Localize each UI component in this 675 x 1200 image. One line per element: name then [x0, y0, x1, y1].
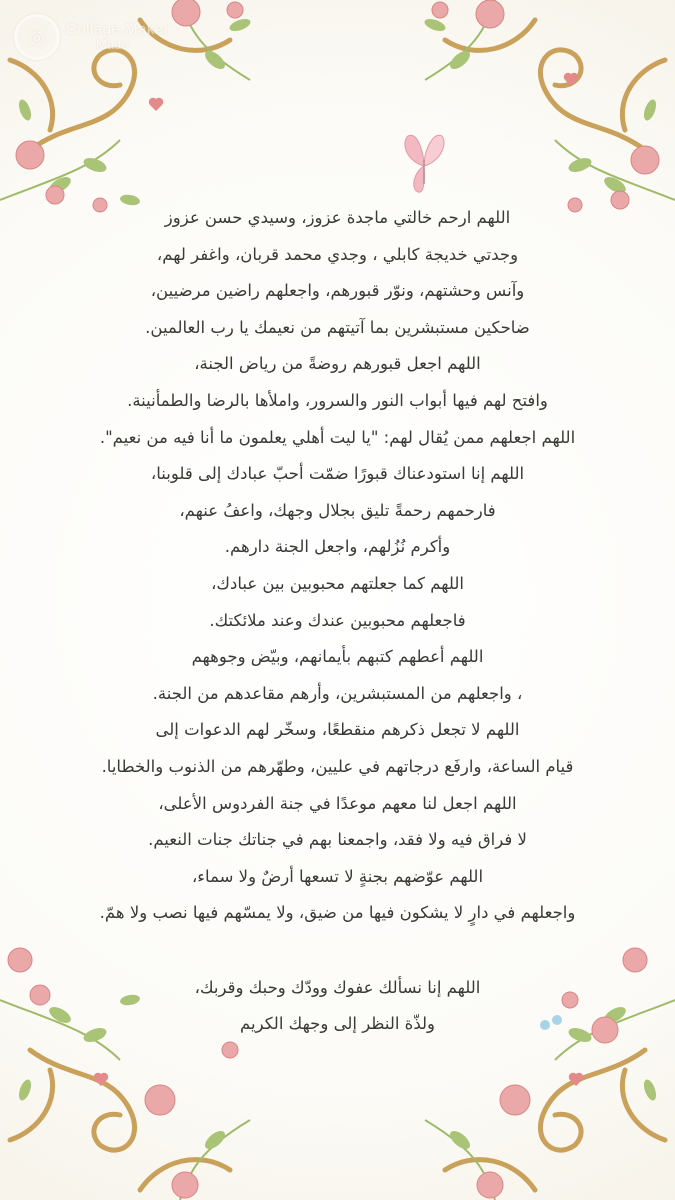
prayer-line: وأكرم نُزُلهم، واجعل الجنة دارهم.: [224, 537, 451, 557]
prayer-line: واجعلهم في دارٍ لا يشكون فيها من ضيق، ولا يمسّهم فيها نصب ولا همّ.: [99, 903, 576, 923]
prayer-line: ضاحكين مستبشرين بما آتيتهم من نعيمك يا رب العالمين.: [145, 317, 530, 337]
prayer-line: فاجعلهم محبوبين عندك وعند ملائكتك.: [209, 610, 466, 630]
prayer-line: لا فراق فيه ولا فقد، واجمعنا بهم في جناتك جنات النعيم.: [148, 830, 527, 850]
watermark-line2: Made: [96, 37, 129, 53]
prayer-line: اللهم اجعل لنا معهم موعدًا في جنة الفردوس الأعلى،: [158, 793, 517, 813]
closing-prayer: [20, 970, 655, 1042]
closing-line: اللهم إنا نسألك عفوك وودّك وحبك وقربك،: [194, 978, 481, 997]
prayer-line: اللهم اجعلهم ممن يُقال لهم: "يا ليت أهلي يعلمون ما أنا فيه من نعيم".: [99, 427, 576, 447]
prayer-line: اللهم اجعل قبورهم روضةً من رياض الجنة،: [194, 354, 481, 374]
prayer-line: اللهم أعطهم كتبهم بأيمانهم، وبيّض وجوههم: [191, 647, 484, 667]
watermark-line1: Collage.Maker: [66, 21, 170, 39]
prayer-text: [20, 200, 655, 932]
heart-icon: [149, 98, 163, 111]
collage-maker-watermark: [14, 14, 169, 60]
prayer-line: وجدتي خديجة كابلي ، وجدي محمد قربان، واغفر لهم،: [156, 244, 519, 264]
prayer-line: وافتح لهم فيها أبواب النور والسرور، واملأها بالرضا والطمأنينة.: [127, 390, 548, 410]
prayer-line: قيام الساعة، وارفَع درجاتهم في عليين، وطهّرهم من الذنوب والخطايا.: [101, 756, 574, 776]
prayer-line: فارحمهم رحمةً تليق بجلال وجهك، واعفُ عنهم،: [179, 500, 496, 520]
prayer-line: اللهم كما جعلتهم محبوبين بين عبادك،: [211, 573, 464, 593]
prayer-line: اللهم عوّضهم بجنةٍ لا تسعها أرضٌ ولا سماء،: [191, 866, 484, 886]
butterfly-icon: [398, 132, 450, 196]
prayer-line: ، واجعلهم من المستبشرين، وأرهم مقاعدهم من الجنة.: [152, 683, 523, 703]
prayer-line: وآنس وحشتهم، ونوّر قبورهم، واجعلهم راضين مرضيين،: [150, 281, 525, 301]
closing-line: ولذّة النظر إلى وجهك الكريم: [240, 1014, 435, 1033]
prayer-line: اللهم إنا استودعناك قبورًا ضمّت أحبّ عبادك إلى قلوبنا،: [150, 464, 525, 484]
prayer-line: اللهم لا تجعل ذكرهم منقطعًا، وسخّر لهم الدعوات إلى: [155, 720, 520, 740]
collage-logo-icon: ◎: [14, 14, 60, 60]
prayer-line: اللهم ارحم خالتي ماجدة عزوز، وسيدي حسن عزوز: [164, 208, 511, 227]
